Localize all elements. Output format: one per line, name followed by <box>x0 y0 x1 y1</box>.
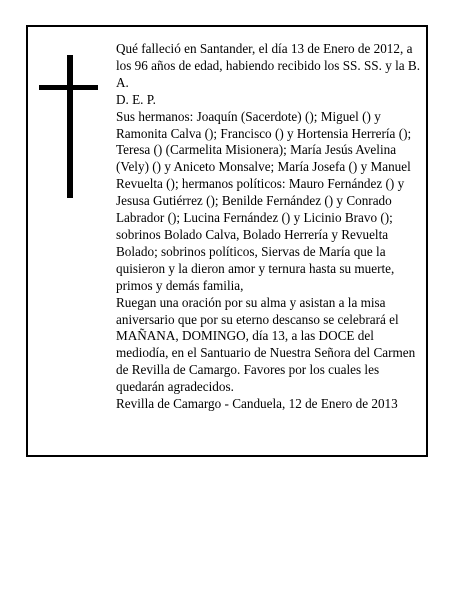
obituary-notice <box>26 25 428 457</box>
cross-vertical-bar <box>67 55 73 198</box>
notice-text <box>116 41 426 413</box>
place-date-line: Revilla de Camargo - Canduela, 12 de Enero de 2013 <box>116 396 398 412</box>
rip-line: D. E. P. <box>116 91 156 107</box>
mass-invitation: Ruegan una oración por su alma y asistan a la misa aniversario que por su eterno descanso se celebrará el MAÑANA, DOMINGO, día 13, a las DOCE del mediodía, en el Santuario de Nuestra Señora del Carmen de Revilla de Camargo. Favores por los cuales les quedarán agradecidos. <box>116 294 416 395</box>
cross-horizontal-bar <box>39 85 98 90</box>
death-announcement: Qué falleció en Santander, el día 13 de Enero de 2012, a los 96 años de edad, habiendo recibido los SS. SS. y la B. A. <box>116 41 421 90</box>
family-list: Sus hermanos: Joaquín (Sacerdote) (); Miguel () y Ramonita Calva (); Francisco () y Hortensia Herrería (); Teresa () (Carmelita Misionera); María Jesús Avelina (Vely) () y Aniceto Monsalve; María Josefa () y Manuel Revuelta (); hermanos políticos: Mauro Fernández () y Jesusa Gutiérrez (); Benilde Fernández () y Conrado Labrador (); Lucina Fernández () y Licinio Bravo (); sobrinos Bolado Calva, Bolado Herrería y Revuelta Bolado; sobrinos políticos, Siervas de María que la quisieron y la dieron amor y ternura hasta su muerte, primos y demás familia, <box>116 108 412 293</box>
